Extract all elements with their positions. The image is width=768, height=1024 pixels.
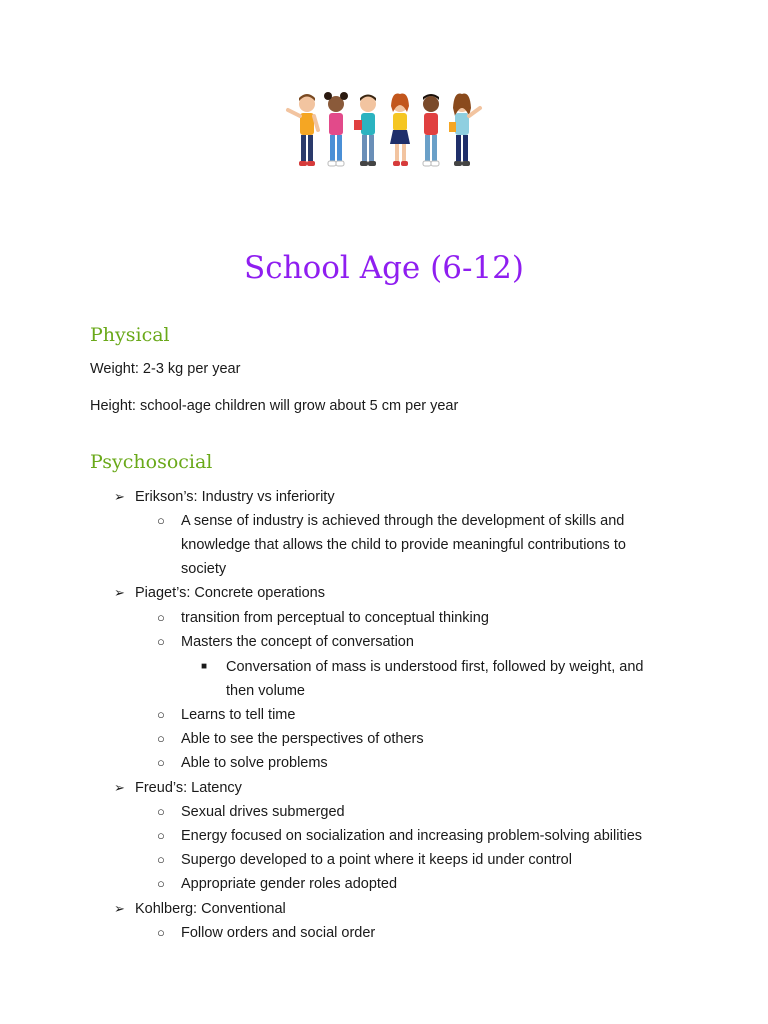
circle-bullet-icon: ○: [157, 707, 165, 722]
child-figure: [324, 92, 348, 166]
circle-bullet-icon: ○: [157, 828, 165, 843]
list-item-text-line: Follow orders and social order: [181, 925, 376, 941]
child-figure: [354, 95, 376, 167]
list-item-text-line: knowledge that allows the child to provide meaningful contributions to: [181, 537, 626, 553]
list-item-kohlberg: Kohlberg: Conventional: [135, 901, 286, 917]
list-item-text-line: Appropriate gender roles adopted: [181, 876, 398, 892]
arrow-bullet-icon: ➢: [114, 585, 125, 600]
circle-bullet-icon: ○: [157, 513, 165, 528]
circle-bullet-icon: ○: [157, 804, 165, 819]
arrow-bullet-icon: ➢: [114, 489, 125, 504]
circle-bullet-icon: ○: [157, 852, 165, 867]
child-figure: [423, 94, 439, 166]
page-title: School Age (6-12): [244, 250, 524, 286]
list-item-freud: Freud’s: Latency: [135, 780, 242, 796]
section-heading-psychosocial: Psychosocial: [90, 451, 213, 473]
circle-bullet-icon: ○: [157, 634, 165, 649]
list-item-text-line: then volume: [226, 683, 305, 699]
circle-bullet-icon: ○: [157, 876, 165, 891]
child-figure: [449, 94, 480, 166]
list-item-text-line: Masters the concept of conversation: [181, 634, 414, 650]
circle-bullet-icon: ○: [157, 610, 165, 625]
child-figure: [288, 94, 318, 166]
list-item-text-line: Sexual drives submerged: [181, 804, 345, 820]
circle-bullet-icon: ○: [157, 731, 165, 746]
list-item-text-line: Supergo developed to a point where it keeps id under control: [181, 852, 572, 868]
list-item-text-line: Conversation of mass is understood first, followed by weight, and: [226, 659, 644, 675]
arrow-bullet-icon: ➢: [114, 901, 125, 916]
list-item-text-line: Learns to tell time: [181, 707, 296, 723]
section-heading-physical: Physical: [90, 324, 170, 346]
list-item-text-line: A sense of industry is achieved through the development of skills and: [181, 513, 625, 529]
children-group-illustration: [274, 86, 494, 178]
list-item-text-line: Energy focused on socialization and increasing problem-solving abilities: [181, 828, 643, 844]
list-item-text-line: transition from perceptual to conceptual thinking: [181, 610, 489, 626]
list-item-text-line: society: [181, 561, 227, 577]
physical-weight-text: Weight: 2-3 kg per year: [90, 361, 241, 377]
arrow-bullet-icon: ➢: [114, 780, 125, 795]
child-figure: [390, 94, 410, 167]
list-item-erikson: Erikson’s: Industry vs inferiority: [135, 489, 335, 505]
circle-bullet-icon: ○: [157, 925, 165, 940]
list-item-text-line: Able to solve problems: [181, 755, 328, 771]
physical-height-text: Height: school-age children will grow about 5 cm per year: [90, 398, 459, 414]
list-item-piaget: Piaget’s: Concrete operations: [135, 585, 325, 601]
list-item-text-line: Able to see the perspectives of others: [181, 731, 424, 747]
square-bullet-icon: ■: [201, 661, 208, 672]
circle-bullet-icon: ○: [157, 755, 165, 770]
